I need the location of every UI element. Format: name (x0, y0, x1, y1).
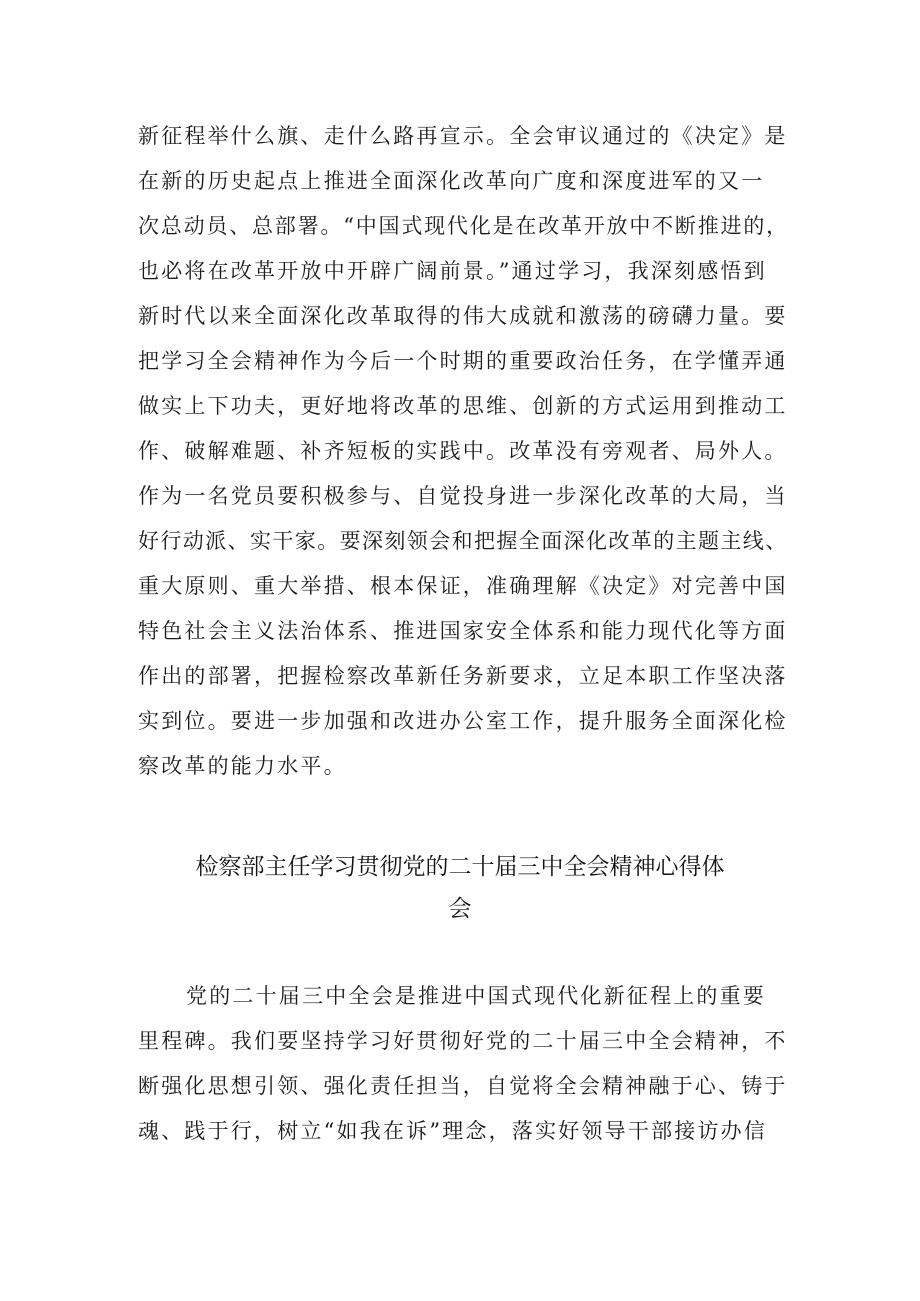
paragraph-line: 魂、践于行，树立“如我在诉”理念，落实好领导干部接访办信 (138, 1119, 768, 1143)
paragraph-line: 党的二十届三中全会是推进中国式现代化新征程上的重要 (186, 984, 766, 1008)
paragraph-line: 新时代以来全面深化改革取得的伟大成就和激荡的磅礴力量。要 (138, 304, 788, 328)
paragraph-line: 察改革的能力水平。 (138, 754, 347, 778)
paragraph-line: 在新的历史起点上推进全面深化改革向广度和深度进军的又一 (138, 169, 765, 193)
paragraph-line: 作为一名党员要积极参与、自觉投身进一步深化改革的大局，当 (138, 484, 788, 508)
paragraph-line: 作、破解难题、补齐短板的实践中。改革没有旁观者、局外人。 (138, 439, 788, 463)
paragraph-line: 断强化思想引领、强化责任担当，自觉将全会精神融于心、铸于 (138, 1074, 788, 1098)
paragraph-line: 里程碑。我们要坚持学习好贯彻好党的二十届三中全会精神，不 (138, 1029, 788, 1053)
paragraph-line: 好行动派、实干家。要深刻领会和把握全面深化改革的主题主线、 (138, 529, 788, 553)
paragraph-line: 特色社会主义法治体系、推进国家安全体系和能力现代化等方面 (138, 619, 788, 643)
paragraph-line: 实到位。要进一步加强和改进办公室工作，提升服务全面深化检 (138, 709, 788, 733)
paragraph-line: 作出的部署，把握检察改革新任务新要求，立足本职工作坚决落 (138, 664, 788, 688)
section-title-line: 检察部主任学习贯彻党的二十届三中全会精神心得体 (195, 854, 725, 880)
paragraph-line: 也必将在改革开放中开辟广阔前景。”通过学习，我深刻感悟到 (138, 259, 767, 283)
paragraph-line: 把学习全会精神作为今后一个时期的重要政治任务，在学懂弄通 (138, 349, 788, 373)
section-title-line: 会 (448, 896, 472, 922)
paragraph-line: 新征程举什么旗、走什么路再宣示。全会审议通过的《决定》是 (138, 124, 788, 148)
paragraph-line: 做实上下功夫，更好地将改革的思维、创新的方式运用到推动工 (138, 394, 788, 418)
paragraph-line: 重大原则、重大举措、根本保证，准确理解《决定》对完善中国 (138, 574, 788, 598)
paragraph-line: 次总动员、总部署。“中国式现代化是在改革开放中不断推进的， (138, 214, 789, 238)
